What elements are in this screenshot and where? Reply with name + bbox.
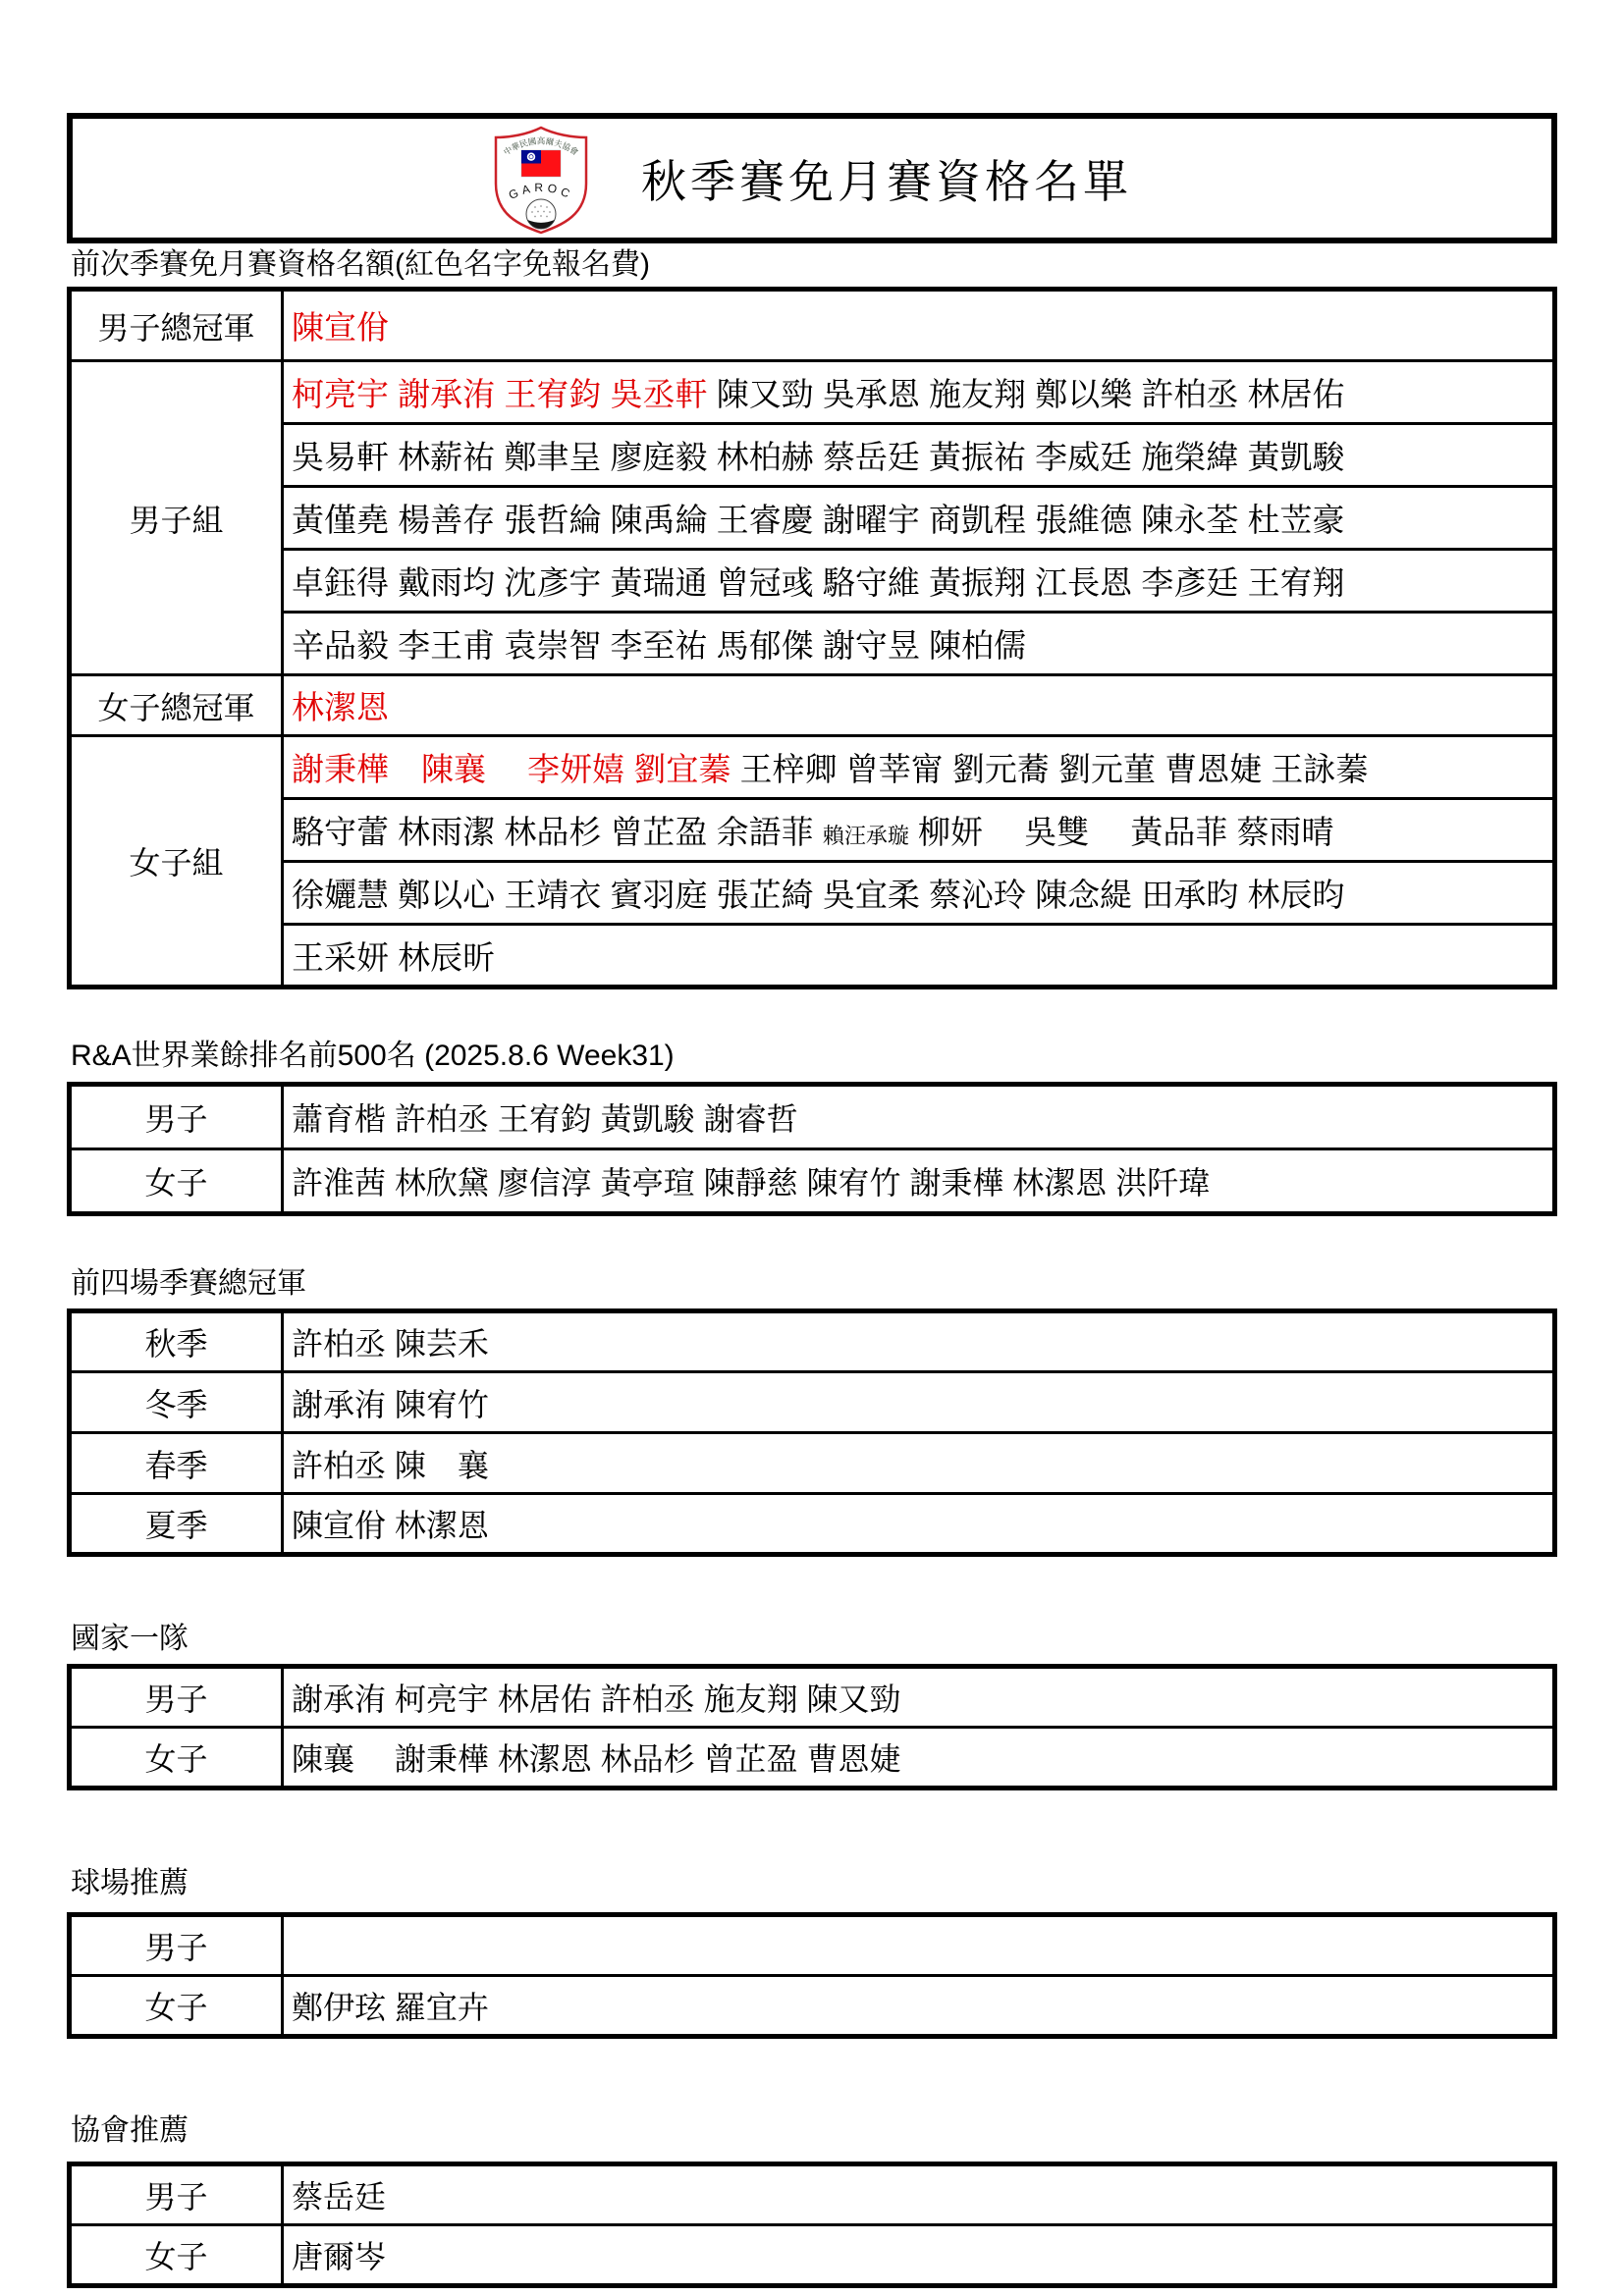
label-men: 男子 (70, 1667, 283, 1728)
names-cell (283, 1728, 1555, 1789)
names-cell (283, 2164, 1555, 2225)
names-cell (283, 1149, 1555, 1214)
name-segment: 鄭伊玹 羅宜卉 (292, 1990, 489, 2025)
heading-four-seasons: 前四場季賽總冠軍 (71, 1267, 306, 1300)
names-cell (283, 1433, 1555, 1494)
names-women-row (283, 925, 1555, 988)
heading-ra-ranking: R&A世界業餘排名前500名 (2025.8.6 Week31) (71, 1040, 675, 1072)
names-men-row (283, 550, 1555, 613)
heading-course-recommend: 球場推薦 (71, 1867, 189, 1899)
name-segment: 黃僅堯 楊善存 張哲綸 陳禹綸 王睿慶 謝曜宇 商凱程 張維德 陳永荃 杜苙豪 (292, 502, 1345, 538)
label-men-champion: 男子總冠軍 (70, 290, 283, 361)
name-segment: 柳妍 吳雙 黃品菲 蔡雨晴 (908, 814, 1334, 850)
names-women-row (283, 862, 1555, 925)
label-women: 女子 (70, 1976, 283, 2037)
name-segment: 徐孋慧 鄭以心 王靖衣 賓羽庭 張芷綺 吳宜柔 蔡沁玲 陳念緹 田承昀 林辰昀 (292, 877, 1345, 913)
name-segment: 王梓卿 曾莘甯 劉元蕎 劉元菫 曹恩婕 王詠蓁 (739, 751, 1369, 787)
label-winter: 冬季 (70, 1372, 283, 1433)
names-women-champion (283, 675, 1555, 736)
name-segment: 許柏丞 陳芸禾 (292, 1326, 489, 1362)
name-segment: 蕭育楷 許柏丞 王宥鈞 黃凱駿 謝睿哲 (292, 1101, 798, 1137)
name-segment: 吳易軒 林薪祐 鄭聿呈 廖庭毅 林柏赫 蔡岳廷 黃振祐 李威廷 施榮緯 黃凱駿 (292, 439, 1345, 475)
label-men: 男子 (70, 2164, 283, 2225)
name-segment: 蔡岳廷 (292, 2179, 387, 2215)
name-segment: 陳宣佾 林潔恩 (292, 1508, 489, 1543)
names-cell (283, 1494, 1555, 1555)
logo-acronym-text: GAROC (506, 180, 576, 202)
names-men-row (283, 361, 1555, 424)
label-men: 男子 (70, 1915, 283, 1976)
names-cell (283, 1667, 1555, 1728)
names-cell (283, 2225, 1555, 2286)
names-women-row (283, 799, 1555, 862)
name-segment: 陳襄 謝秉樺 林潔恩 林品杉 曾芷盈 曹恩婕 (292, 1741, 901, 1777)
names-cell (283, 1372, 1555, 1433)
course-recommend-table (67, 1912, 1557, 2039)
name-segment: 辛品毅 李王甫 袁崇智 李至祐 馬郁傑 謝守昱 陳柏儒 (292, 627, 1027, 664)
name-segment: 賴汪承璇 (822, 824, 909, 848)
assoc-recommend-table (67, 2162, 1557, 2288)
garoc-logo-icon (492, 125, 590, 235)
names-cell (283, 1085, 1555, 1149)
names-men-row (283, 613, 1555, 675)
name-segment: 林潔恩 (292, 689, 389, 725)
label-women: 女子 (70, 2225, 283, 2286)
page-title: 秋季賽免月賽資格名單 (641, 155, 1132, 207)
name-segment: 陳又勁 吳承恩 施友翔 鄭以樂 許柏丞 林居佑 (716, 376, 1345, 412)
name-segment: 駱守蕾 林雨潔 林品杉 曾芷盈 余語菲 (292, 814, 823, 850)
label-men: 男子 (70, 1085, 283, 1149)
label-men-group: 男子組 (70, 361, 283, 675)
national-team-table (67, 1664, 1557, 1790)
names-men-row (283, 487, 1555, 550)
name-segment: 卓鈺得 戴雨均 沈彥宇 黃瑞通 曾冠彧 駱守維 黃振翔 江長恩 李彥廷 王宥翔 (292, 564, 1345, 601)
name-segment: 許柏丞 陳 襄 (292, 1447, 489, 1483)
name-segment: 王采妍 林辰昕 (292, 938, 496, 976)
logo-org-text: 中華民國高爾夫協會 (502, 135, 580, 157)
names-men-row (283, 424, 1555, 487)
name-segment: 謝秉樺 陳襄 李妍嬉 劉宜蓁 (292, 751, 740, 787)
ra-ranking-table (67, 1082, 1557, 1216)
names-cell (283, 1311, 1555, 1372)
label-women: 女子 (70, 1149, 283, 1214)
four-seasons-table (67, 1308, 1557, 1557)
heading-national-team: 國家一隊 (71, 1623, 189, 1655)
name-segment: 柯亮宇 謝承洧 王宥鈞 吳丞軒 (292, 376, 717, 412)
label-women-champion: 女子總冠軍 (70, 675, 283, 736)
header-box (67, 113, 1557, 243)
label-autumn: 秋季 (70, 1311, 283, 1372)
heading-assoc-recommend: 協會推薦 (71, 2114, 189, 2147)
names-women-row (283, 736, 1555, 799)
names-men-champion (283, 290, 1555, 361)
label-spring: 春季 (70, 1433, 283, 1494)
name-segment: 許淮茜 林欣黛 廖信淳 黃亭瑄 陳靜慈 陳宥竹 謝秉樺 林潔恩 洪阡瑋 (292, 1165, 1211, 1201)
names-cell (283, 1976, 1555, 2037)
label-summer: 夏季 (70, 1494, 283, 1555)
name-segment: 唐爾岑 (292, 2239, 387, 2274)
label-women-group: 女子組 (70, 736, 283, 988)
name-segment: 陳宣佾 (292, 309, 389, 346)
prev-season-table (67, 287, 1557, 989)
name-segment: 謝承洧 陳宥竹 (292, 1386, 489, 1422)
heading-prev-season: 前次季賽免月賽資格名額(紅色名字免報名費) (71, 248, 650, 281)
name-segment: 謝承洧 柯亮宇 林居佑 許柏丞 施友翔 陳又勁 (292, 1682, 901, 1717)
names-cell (283, 1915, 1555, 1976)
label-women: 女子 (70, 1728, 283, 1789)
